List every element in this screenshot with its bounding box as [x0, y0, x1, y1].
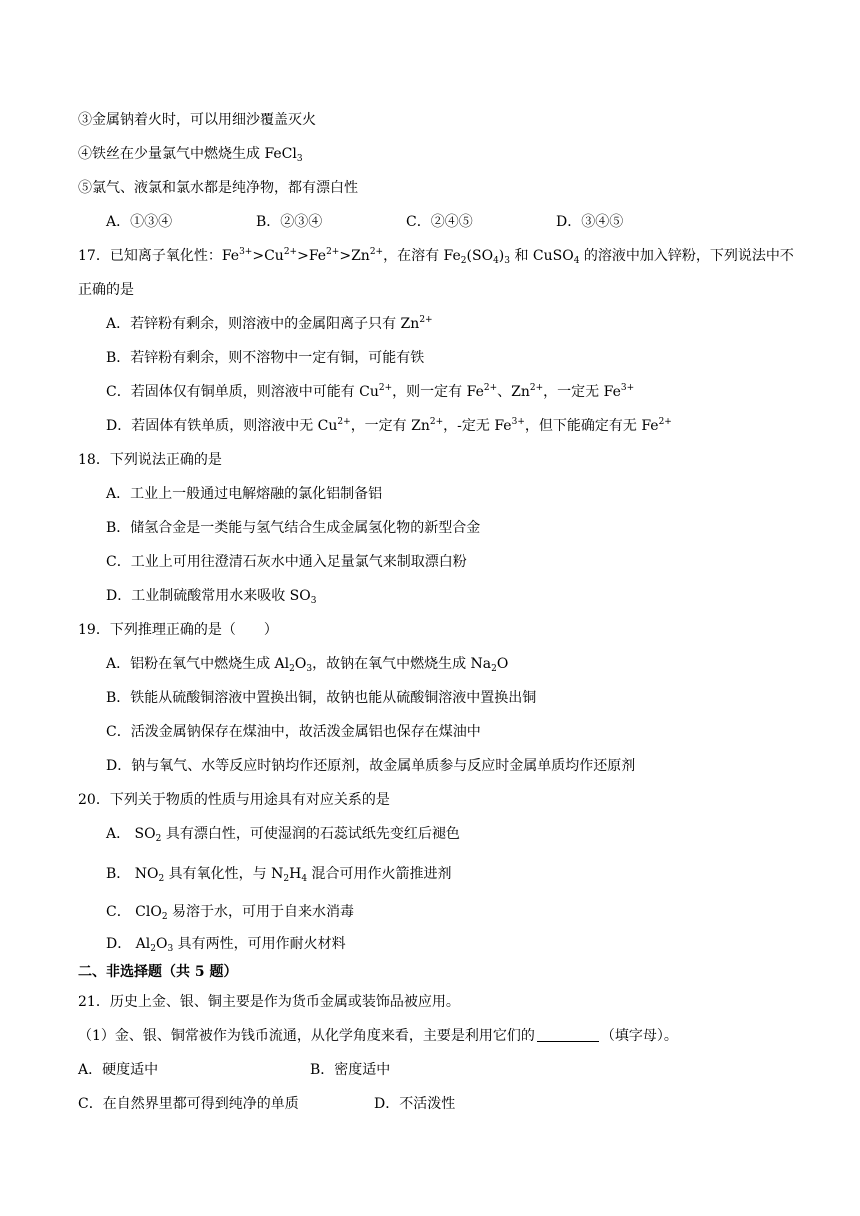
q21-part-1: （1）金、银、铜常被作为钱币流通，从化学角度来看，主要是利用它们的 （填字母）。 — [78, 1028, 678, 1044]
q16-option-d: D．③④⑤ — [556, 214, 624, 230]
q18-option-c: C．工业上可用往澄清石灰水中通入足量氯气来制取漂白粉 — [106, 554, 467, 570]
answer-blank — [537, 1027, 599, 1042]
q16-options — [106, 212, 623, 232]
q17-stem-cont: 正确的是 — [78, 282, 134, 298]
q21-option-a: A．硬度适中 — [78, 1062, 159, 1078]
q17-option-a: A．若锌粉有剩余，则溶液中的金属阳离子只有 $Zn^{2+}$ — [106, 315, 433, 332]
q19-option-c: C．活泼金属钠保存在煤油中，故活泼金属铝也保存在煤油中 — [106, 724, 481, 740]
q18-option-b: B．储氢合金是一类能与氢气结合生成金属氢化物的新型合金 — [106, 520, 481, 536]
q16-option-a: A．①③④ — [106, 214, 173, 230]
q21-option-c: C．在自然界里都可得到纯净的单质 — [78, 1096, 299, 1112]
q18-stem: 18．下列说法正确的是 — [78, 452, 222, 468]
q18-option-a: A．工业上一般通过电解熔融的氯化铝制备铝 — [106, 486, 383, 502]
q16-statement-5: ⑤氯气、液氯和氯水都是纯净物，都有漂白性 — [78, 180, 358, 196]
q20-stem: 20．下列关于物质的性质与用途具有对应关系的是 — [78, 792, 390, 808]
q17-option-b: B．若锌粉有剩余，则不溶物中一定有铜，可能有铁 — [106, 350, 425, 366]
q19-option-d: D．钠与氧气、水等反应时钠均作还原剂，故金属单质参与反应时金属单质均作还原剂 — [106, 758, 636, 774]
q19-option-a: A．铝粉在氧气中燃烧生成 $Al_2O_3$，故钠在氧气中燃烧生成 $Na_2O$ — [106, 656, 509, 674]
q21-stem: 21．历史上金、银、铜主要是作为货币金属或装饰品被应用。 — [78, 994, 460, 1010]
q16-statement-4: ④铁丝在少量氯气中燃烧生成 FeCl$_3$ — [78, 146, 303, 164]
q19-stem: 19．下列推理正确的是（ ） — [78, 622, 278, 638]
q21-option-d: D．不活泼性 — [374, 1096, 456, 1112]
q20-option-d: D． $Al_2O_3$ 具有两性，可用作耐火材料 — [106, 936, 346, 954]
q20-option-c: C． ClO$_2$ 易溶于水，可用于自来水消毒 — [106, 904, 355, 922]
q17-option-c: C．若固体仅有铜单质，则溶液中可能有 $Cu^{2+}$，则一定有 $Fe^{2+}$、$Zn^{2+}$，一定无 $Fe^{3+}$ — [106, 383, 635, 400]
q17-option-d: D．若固体有铁单质，则溶液中无 $Cu^{2+}$，一定有 $Zn^{2+}$，-定无 $Fe^{3+}$，但下能确定有无 $Fe^{2+}$ — [106, 417, 672, 434]
q20-option-b: B． $NO_2$ 具有氧化性，与 $N_2H_4$ 混合可用作火箭推进剂 — [106, 866, 452, 884]
q20-option-a: A． $SO_2$ 具有漂白性，可使湿润的石蕊试纸先变红后褪色 — [106, 826, 460, 844]
q18-option-d: D．工业制硫酸常用水来吸收 $SO_3$ — [106, 588, 317, 606]
q16-option-b: B．②③④ — [256, 214, 323, 230]
q16-option-c: C．②④⑤ — [406, 214, 473, 230]
q21-option-b: B．密度适中 — [310, 1062, 391, 1078]
q17-stem: 17．已知离子氧化性：$Fe^{3+}>Cu^{2+}>Fe^{2+}>Zn^{2+}$，在溶有 $Fe_2(SO_4)_3$ 和 CuSO$_4$ 的溶液中加入锌粉，下列说法中不 — [78, 247, 794, 266]
q21-options-row-1 — [78, 1060, 390, 1080]
q19-option-b: B．铁能从硫酸铜溶液中置换出铜，故钠也能从硫酸铜溶液中置换出铜 — [106, 690, 537, 706]
q16-statement-3: ③金属钠着火时，可以用细沙覆盖灭火 — [78, 112, 316, 128]
section-heading: 二、非选择题（共 5 题） — [78, 964, 238, 980]
q21-options-row-2 — [78, 1094, 455, 1114]
